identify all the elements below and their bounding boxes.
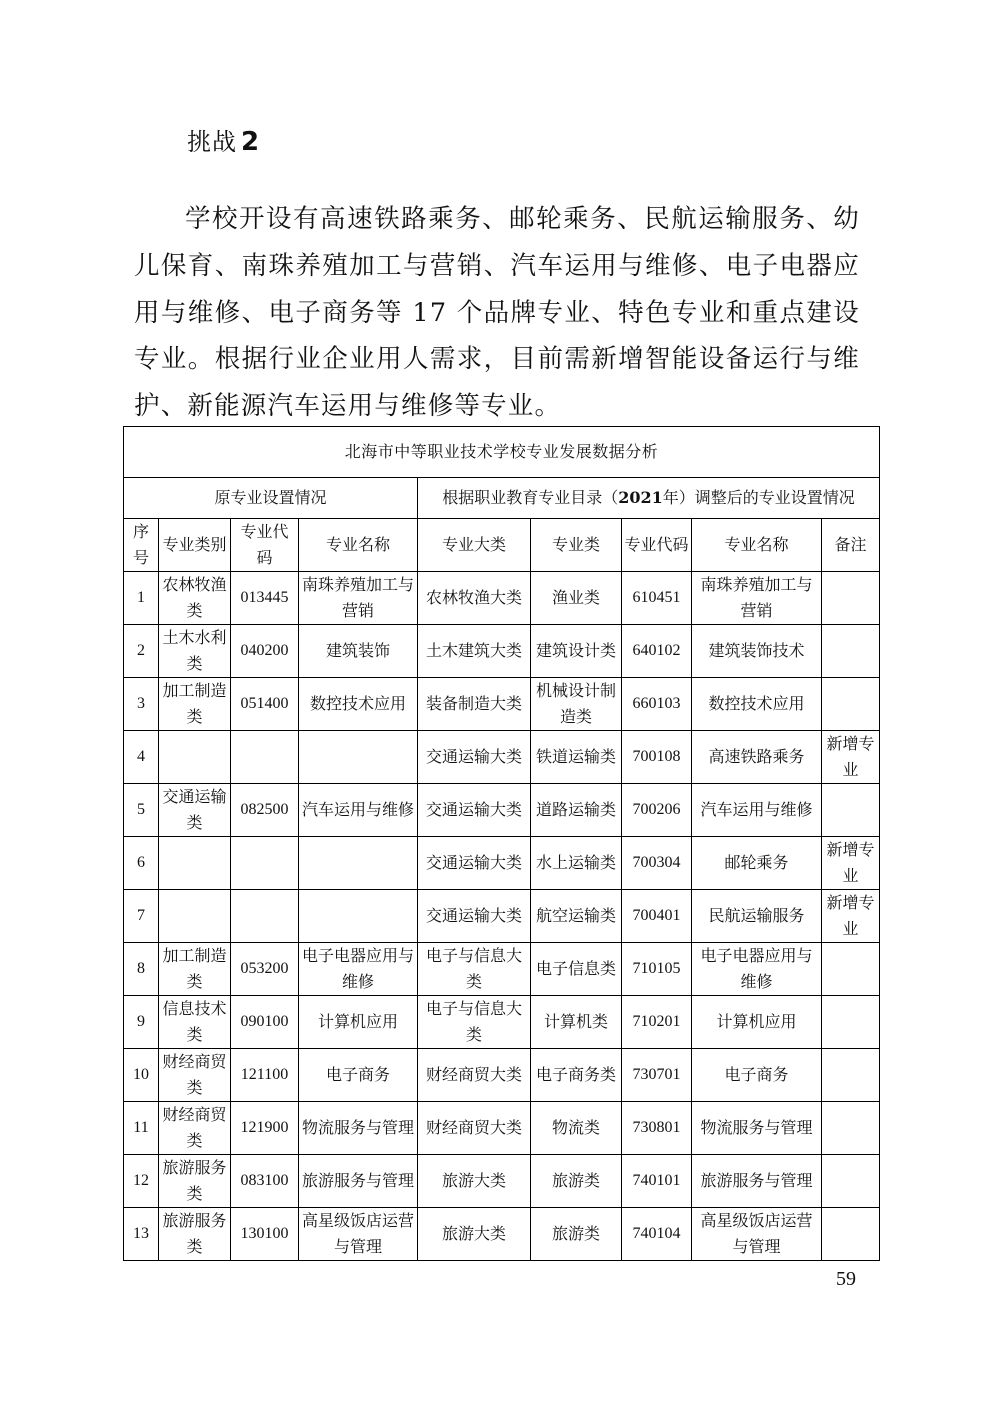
cell-remark — [822, 943, 880, 996]
cell-major-category: 交通运输大类 — [418, 837, 531, 890]
cell-category: 旅游类 — [531, 1155, 622, 1208]
cell-original-code: 121100 — [231, 1049, 299, 1102]
cell-new-name: 邮轮乘务 — [692, 837, 822, 890]
table-row — [124, 731, 880, 784]
column-header: 专业名称 — [299, 519, 418, 572]
cell-remark — [822, 1155, 880, 1208]
cell-category: 物流类 — [531, 1102, 622, 1155]
cell-remark: 新增专业 — [822, 731, 880, 784]
cell-original-name: 电子商务 — [299, 1049, 418, 1102]
cell-original-code: 013445 — [231, 572, 299, 625]
table-row — [124, 784, 880, 837]
cell-new-code: 710105 — [622, 943, 692, 996]
column-header: 专业大类 — [418, 519, 531, 572]
cell-remark — [822, 996, 880, 1049]
cell-new-code: 660103 — [622, 678, 692, 731]
table-title: 北海市中等职业技术学校专业发展数据分析 — [124, 427, 880, 478]
cell-major-category: 电子与信息大类 — [418, 996, 531, 1049]
cell-major-category: 旅游大类 — [418, 1208, 531, 1261]
column-header-row — [124, 519, 880, 572]
cell-new-name: 南珠养殖加工与营销 — [692, 572, 822, 625]
cell-original-category: 土木水利类 — [159, 625, 231, 678]
cell-remark — [822, 572, 880, 625]
cell-remark — [822, 625, 880, 678]
cell-seq: 5 — [124, 784, 159, 837]
cell-category: 水上运输类 — [531, 837, 622, 890]
column-header: 专业代码 — [231, 519, 299, 572]
table-row — [124, 996, 880, 1049]
cell-original-code: 051400 — [231, 678, 299, 731]
cell-new-code: 700108 — [622, 731, 692, 784]
cell-original-name: 高星级饭店运营与管理 — [299, 1208, 418, 1261]
cell-new-name: 计算机应用 — [692, 996, 822, 1049]
cell-category: 电子信息类 — [531, 943, 622, 996]
body-paragraph: 学校开设有高速铁路乘务、邮轮乘务、民航运输服务、幼儿保育、南珠养殖加工与营销、汽车运用与维修、电子电器应用与维修、电子商务等 17 个品牌专业、特色专业和重点建设专业。根据行业企业用人需求，目前需新增智能设备运行与维护、新能源汽车运用与维修等专业。 — [134, 204, 860, 422]
table-row — [124, 1102, 880, 1155]
column-header: 专业名称 — [692, 519, 822, 572]
column-header: 专业代码 — [622, 519, 692, 572]
cell-original-name: 电子电器应用与维修 — [299, 943, 418, 996]
cell-original-category: 旅游服务类 — [159, 1155, 231, 1208]
cell-remark — [822, 1049, 880, 1102]
cell-new-name: 民航运输服务 — [692, 890, 822, 943]
cell-category: 电子商务类 — [531, 1049, 622, 1102]
cell-new-code: 700304 — [622, 837, 692, 890]
section-heading — [187, 122, 260, 157]
cell-major-category: 装备制造大类 — [418, 678, 531, 731]
column-header: 备注 — [822, 519, 880, 572]
cell-seq: 1 — [124, 572, 159, 625]
cell-remark: 新增专业 — [822, 837, 880, 890]
table-row — [124, 625, 880, 678]
cell-seq: 9 — [124, 996, 159, 1049]
cell-seq: 2 — [124, 625, 159, 678]
cell-new-name: 旅游服务与管理 — [692, 1155, 822, 1208]
cell-original-name: 数控技术应用 — [299, 678, 418, 731]
cell-new-code: 700401 — [622, 890, 692, 943]
cell-major-category: 农林牧渔大类 — [418, 572, 531, 625]
cell-category: 建筑设计类 — [531, 625, 622, 678]
cell-remark: 新增专业 — [822, 890, 880, 943]
cell-category: 旅游类 — [531, 1208, 622, 1261]
cell-category: 铁道运输类 — [531, 731, 622, 784]
cell-original-code: 130100 — [231, 1208, 299, 1261]
cell-original-category — [159, 837, 231, 890]
data-table — [123, 426, 880, 1261]
cell-original-category — [159, 731, 231, 784]
cell-new-code: 740101 — [622, 1155, 692, 1208]
cell-original-code — [231, 837, 299, 890]
column-header: 专业类别 — [159, 519, 231, 572]
cell-original-name — [299, 837, 418, 890]
cell-seq: 13 — [124, 1208, 159, 1261]
cell-original-category: 财经商贸类 — [159, 1102, 231, 1155]
cell-seq: 11 — [124, 1102, 159, 1155]
cell-major-category: 交通运输大类 — [418, 890, 531, 943]
cell-seq: 6 — [124, 837, 159, 890]
cell-remark — [822, 678, 880, 731]
column-header: 序号 — [124, 519, 159, 572]
cell-major-category: 交通运输大类 — [418, 784, 531, 837]
group-header-adjusted — [418, 478, 880, 519]
cell-remark — [822, 1102, 880, 1155]
cell-major-category: 土木建筑大类 — [418, 625, 531, 678]
cell-original-name: 南珠养殖加工与营销 — [299, 572, 418, 625]
cell-major-category: 财经商贸大类 — [418, 1102, 531, 1155]
cell-original-name: 建筑装饰 — [299, 625, 418, 678]
cell-original-category: 农林牧渔类 — [159, 572, 231, 625]
cell-original-name: 汽车运用与维修 — [299, 784, 418, 837]
cell-seq: 3 — [124, 678, 159, 731]
cell-original-category: 加工制造类 — [159, 678, 231, 731]
cell-new-name: 物流服务与管理 — [692, 1102, 822, 1155]
table-row — [124, 890, 880, 943]
cell-new-code: 710201 — [622, 996, 692, 1049]
cell-original-code: 082500 — [231, 784, 299, 837]
cell-new-name: 数控技术应用 — [692, 678, 822, 731]
cell-major-category: 财经商贸大类 — [418, 1049, 531, 1102]
cell-category: 计算机类 — [531, 996, 622, 1049]
cell-new-code: 640102 — [622, 625, 692, 678]
cell-category: 机械设计制造类 — [531, 678, 622, 731]
cell-major-category: 电子与信息大类 — [418, 943, 531, 996]
section-heading-number: 2 — [241, 127, 261, 157]
group-header-adjusted-year: 2021 — [618, 488, 663, 507]
cell-seq: 4 — [124, 731, 159, 784]
cell-remark — [822, 784, 880, 837]
cell-new-name: 高速铁路乘务 — [692, 731, 822, 784]
cell-major-category: 交通运输大类 — [418, 731, 531, 784]
table-row — [124, 1208, 880, 1261]
table-row — [124, 1049, 880, 1102]
group-header-adjusted-prefix: 根据职业教育专业目录（ — [442, 488, 619, 507]
cell-original-code: 121900 — [231, 1102, 299, 1155]
table-row — [124, 1155, 880, 1208]
cell-original-category — [159, 890, 231, 943]
cell-seq: 8 — [124, 943, 159, 996]
cell-original-code: 090100 — [231, 996, 299, 1049]
cell-new-name: 建筑装饰技术 — [692, 625, 822, 678]
group-header-original: 原专业设置情况 — [124, 478, 418, 519]
cell-new-name: 电子电器应用与维修 — [692, 943, 822, 996]
cell-original-name: 旅游服务与管理 — [299, 1155, 418, 1208]
cell-original-category: 旅游服务类 — [159, 1208, 231, 1261]
table-row — [124, 943, 880, 996]
group-header-adjusted-suffix: 年）调整后的专业设置情况 — [662, 488, 855, 507]
cell-new-code: 700206 — [622, 784, 692, 837]
cell-original-code: 083100 — [231, 1155, 299, 1208]
cell-original-code — [231, 731, 299, 784]
cell-seq: 12 — [124, 1155, 159, 1208]
cell-category: 渔业类 — [531, 572, 622, 625]
cell-original-name — [299, 731, 418, 784]
table-row — [124, 837, 880, 890]
cell-original-name: 物流服务与管理 — [299, 1102, 418, 1155]
cell-original-category: 加工制造类 — [159, 943, 231, 996]
cell-new-name: 高星级饭店运营与管理 — [692, 1208, 822, 1261]
cell-category: 航空运输类 — [531, 890, 622, 943]
cell-new-code: 730701 — [622, 1049, 692, 1102]
table-row — [124, 678, 880, 731]
cell-major-category: 旅游大类 — [418, 1155, 531, 1208]
cell-original-category: 交通运输类 — [159, 784, 231, 837]
cell-category: 道路运输类 — [531, 784, 622, 837]
cell-new-code: 740104 — [622, 1208, 692, 1261]
column-header: 专业类 — [531, 519, 622, 572]
table-row — [124, 572, 880, 625]
page-number: 59 — [836, 1268, 856, 1290]
cell-original-code: 053200 — [231, 943, 299, 996]
cell-original-category: 财经商贸类 — [159, 1049, 231, 1102]
cell-original-code — [231, 890, 299, 943]
cell-new-name: 电子商务 — [692, 1049, 822, 1102]
cell-seq: 7 — [124, 890, 159, 943]
cell-original-name: 计算机应用 — [299, 996, 418, 1049]
cell-original-category: 信息技术类 — [159, 996, 231, 1049]
cell-new-code: 610451 — [622, 572, 692, 625]
cell-new-code: 730801 — [622, 1102, 692, 1155]
cell-remark — [822, 1208, 880, 1261]
cell-seq: 10 — [124, 1049, 159, 1102]
cell-original-code: 040200 — [231, 625, 299, 678]
cell-original-name — [299, 890, 418, 943]
cell-new-name: 汽车运用与维修 — [692, 784, 822, 837]
section-heading-label: 挑战 — [187, 128, 237, 156]
